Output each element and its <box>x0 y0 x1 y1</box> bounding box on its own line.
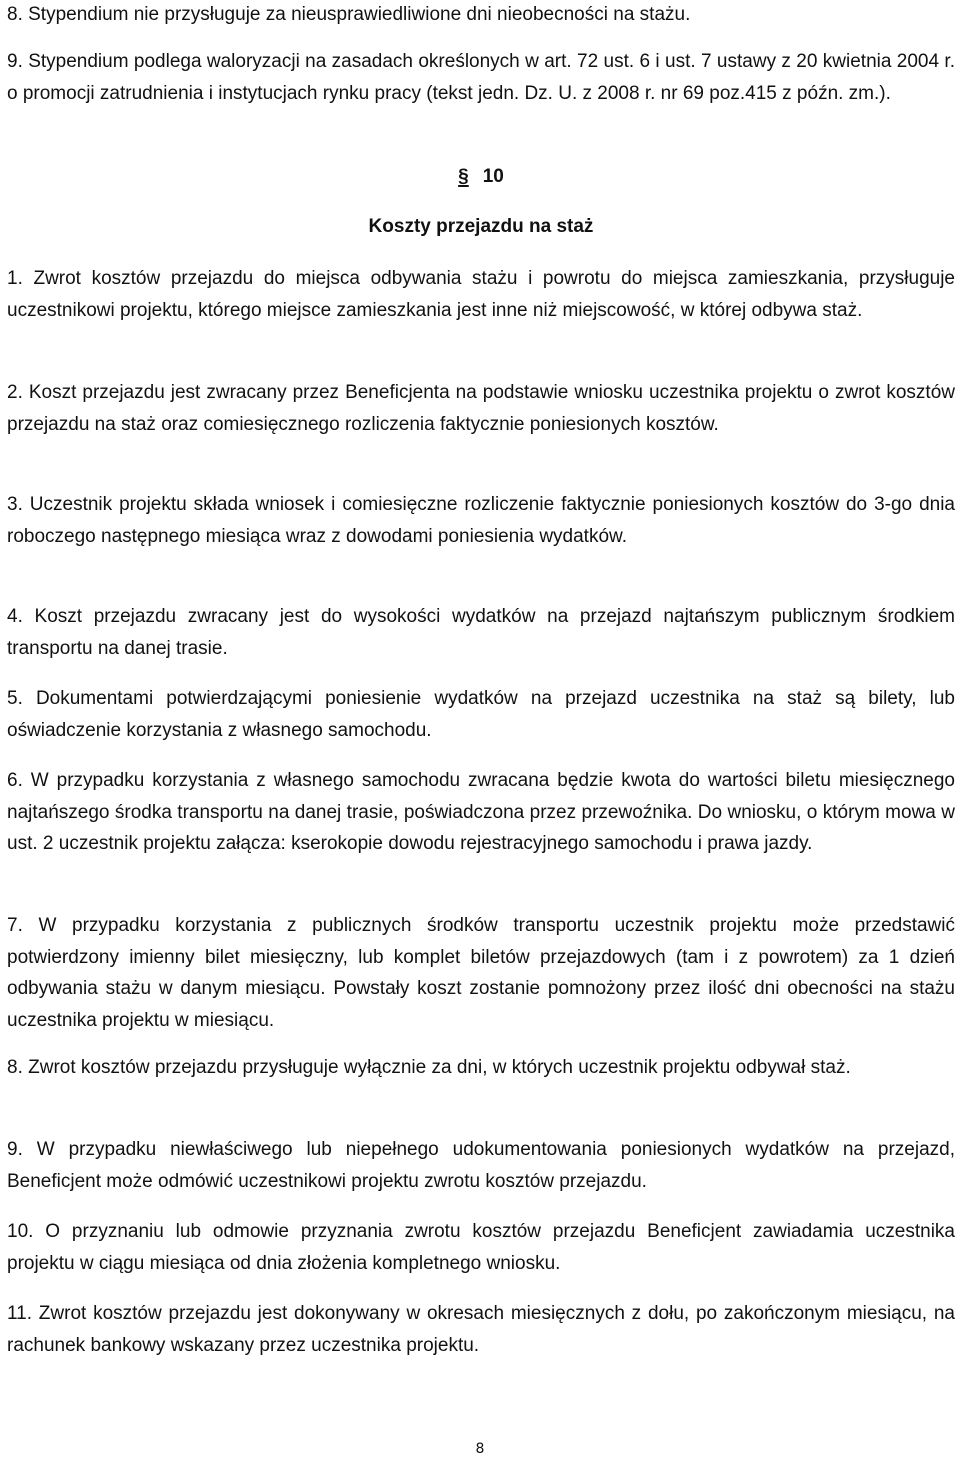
page-number: 8 <box>475 1441 485 1457</box>
item-6: 6. W przypadku korzystania z własnego samochodu zwracana będzie kwota do wartości biletu miesięcznego najtańszego środka transportu na danej trasie, poświadczona przez przewoźnika. Do wniosku, o którym mowa w ust. 2 uczestnik projektu załącza: kserokopie dowodu rejestracyjnego samochodu i prawa jazdy. <box>7 770 955 854</box>
prev-item-8: 8. Stypendium nie przysługuje za nieusprawiedliwione dni nieobecności na stażu. <box>7 4 691 25</box>
section-symbol: § <box>458 166 469 187</box>
item-1: 1. Zwrot kosztów przejazdu do miejsca odbywania stażu i powrotu do miejsca zamieszkania, przysługuje uczestnikowi projektu, którego miejsce zamieszkania jest inne niż miejscowość, w której odbywa staż. <box>7 268 955 321</box>
item-2: 2. Koszt przejazdu jest zwracany przez Beneficjenta na podstawie wniosku uczestnika projektu o zwrot kosztów przejazdu na staż oraz comiesięcznego rozliczenia faktycznie poniesionych kosztów. <box>7 382 955 435</box>
item-8: 8. Zwrot kosztów przejazdu przysługuje wyłącznie za dni, w których uczestnik projektu odbywał staż. <box>7 1057 851 1078</box>
item-3: 3. Uczestnik projektu składa wniosek i comiesięczne rozliczenie faktycznie poniesionych kosztów do 3-go dnia roboczego następnego miesiąca wraz z dowodami poniesienia wydatków. <box>7 494 955 547</box>
item-11: 11. Zwrot kosztów przejazdu jest dokonywany w okresach miesięcznych z dołu, po zakończonym miesiącu, na rachunek bankowy wskazany przez uczestnika projektu. <box>7 1303 955 1356</box>
section-title: Koszty przejazdu na staż <box>368 216 594 237</box>
item-9: 9. W przypadku niewłaściwego lub niepełnego udokumentowania poniesionych wydatków na przejazd, Beneficjent może odmówić uczestnikowi projektu zwrotu kosztów przejazdu. <box>7 1139 955 1192</box>
item-5: 5. Dokumentami potwierdzającymi poniesienie wydatków na przejazd uczestnika na staż są bilety, lub oświadczenie korzystania z własnego samochodu. <box>7 688 955 741</box>
item-4: 4. Koszt przejazdu zwracany jest do wysokości wydatków na przejazd najtańszym publicznym środkiem transportu na danej trasie. <box>7 606 955 659</box>
section-number: 10 <box>482 166 504 187</box>
section-heading-number <box>7 162 955 192</box>
item-10: 10. O przyznaniu lub odmowie przyznania zwrotu kosztów przejazdu Beneficjent zawiadamia uczestnika projektu w ciągu miesiąca od dnia złożenia kompletnego wniosku. <box>7 1221 955 1274</box>
item-7: 7. W przypadku korzystania z publicznych środków transportu uczestnik projektu może przedstawić potwierdzony imienny bilet miesięczny, lub komplet biletów przejazdowych (tam i z powrotem) za 1 dzień odbywania stażu w danym miesiącu. Powstały koszt zostanie pomnożony przez ilość dni obecności na stażu uczestnika projektu w miesiącu. <box>7 915 955 1031</box>
prev-item-9: 9. Stypendium podlega waloryzacji na zasadach określonych w art. 72 ust. 6 i ust. 7 ustawy z 20 kwietnia 2004 r. o promocji zatrudnienia i instytucjach rynku pracy (tekst jedn. Dz. U. z 2008 r. nr 69 poz.415 z późn. zm.). <box>7 51 955 104</box>
